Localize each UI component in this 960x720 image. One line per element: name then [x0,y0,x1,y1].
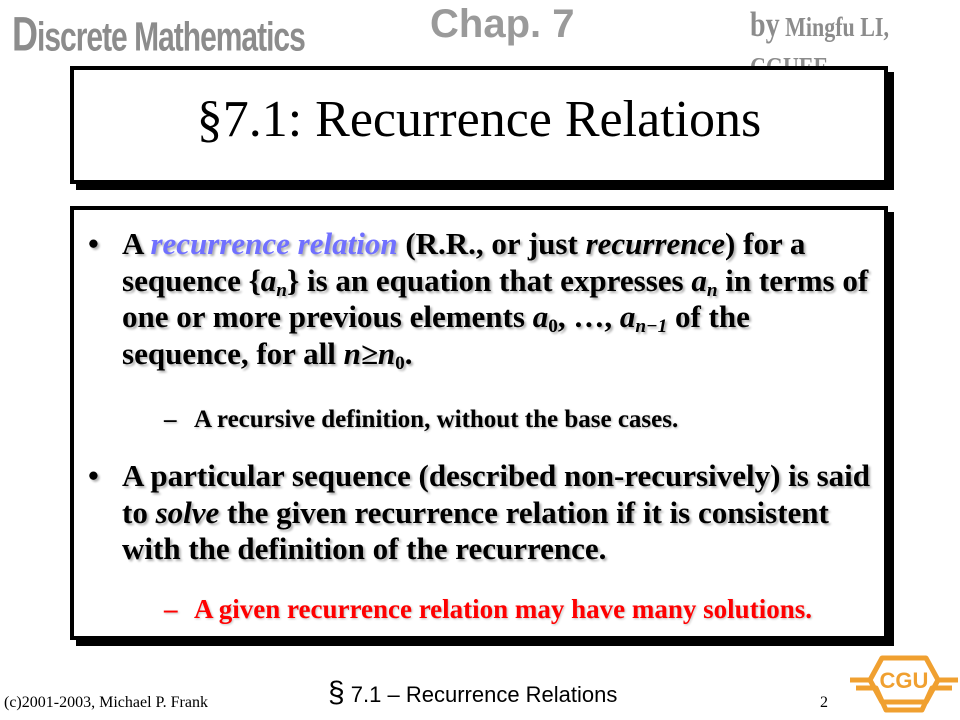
text-run: in terms of one or more previous elements [122,262,869,334]
text-run: of the sequence, for all [122,299,750,371]
dash-marker: – [164,406,177,433]
author-prefix: by [750,6,780,45]
text-run: (R.R., or just [397,226,586,261]
term-solve: solve [155,494,220,530]
chapter-header: Chap. 7 [430,2,575,46]
sub-n: n [276,279,287,301]
section-footer-text: 7.1 – Recurrence Relations [344,682,618,707]
var-n: n [343,335,361,371]
dash-marker: – [164,594,178,624]
subbullet-recursive-definition [164,406,864,434]
text-run: A [122,226,151,261]
content-box [70,206,888,640]
section-footer [328,676,617,710]
sub-0: 0 [395,352,405,374]
sub-n: n [706,279,718,301]
course-title-initial: D [12,6,37,62]
text-run: , …, [557,299,620,334]
var-a: a [532,299,549,334]
subbullet-text: A recursive definition, without the base cases. [194,406,679,433]
sub-n-minus-1: n−1 [635,315,668,337]
slide-title: §7.1: Recurrence Relations [196,91,762,148]
course-title-rest: iscrete Mathematics [37,15,305,60]
bullet-recurrence-definition [88,226,872,374]
bullet-marker: • [88,226,99,261]
subbullet-text: A given recurrence relation may have many solutions. [194,594,812,624]
logo-lettering: CGU [879,668,929,693]
var-a: a [691,262,707,298]
section-symbol: § [328,676,345,709]
term-recurrence-relation: recurrence relation [150,226,398,261]
subbullet-many-solutions [164,594,884,625]
text-run: ) for a sequence { [122,226,806,298]
title-box [70,66,888,184]
ge-symbol: ≥ [360,335,378,371]
text-run: A particular sequence (described non-recursively) is said to [122,458,870,530]
page-number: 2 [820,694,828,711]
bullet-solution-definition [88,458,872,568]
var-a: a [260,262,277,298]
var-n0: n [377,335,396,371]
var-a: a [619,299,636,334]
sub-0: 0 [548,315,558,337]
text-run: } is an equation that expresses [286,262,692,298]
text-run: the given recurrence relation if it is consistent with the definition of the recurrence. [122,494,829,566]
bullet-marker: • [88,458,99,493]
copyright-footer: (c)2001-2003, Michael P. Frank [4,694,208,711]
university-logo [848,640,960,720]
course-title-header [12,6,305,63]
text-run: . [404,335,413,371]
term-recurrence: recurrence [585,226,726,261]
author-name: Mingfu LI, [785,11,889,43]
